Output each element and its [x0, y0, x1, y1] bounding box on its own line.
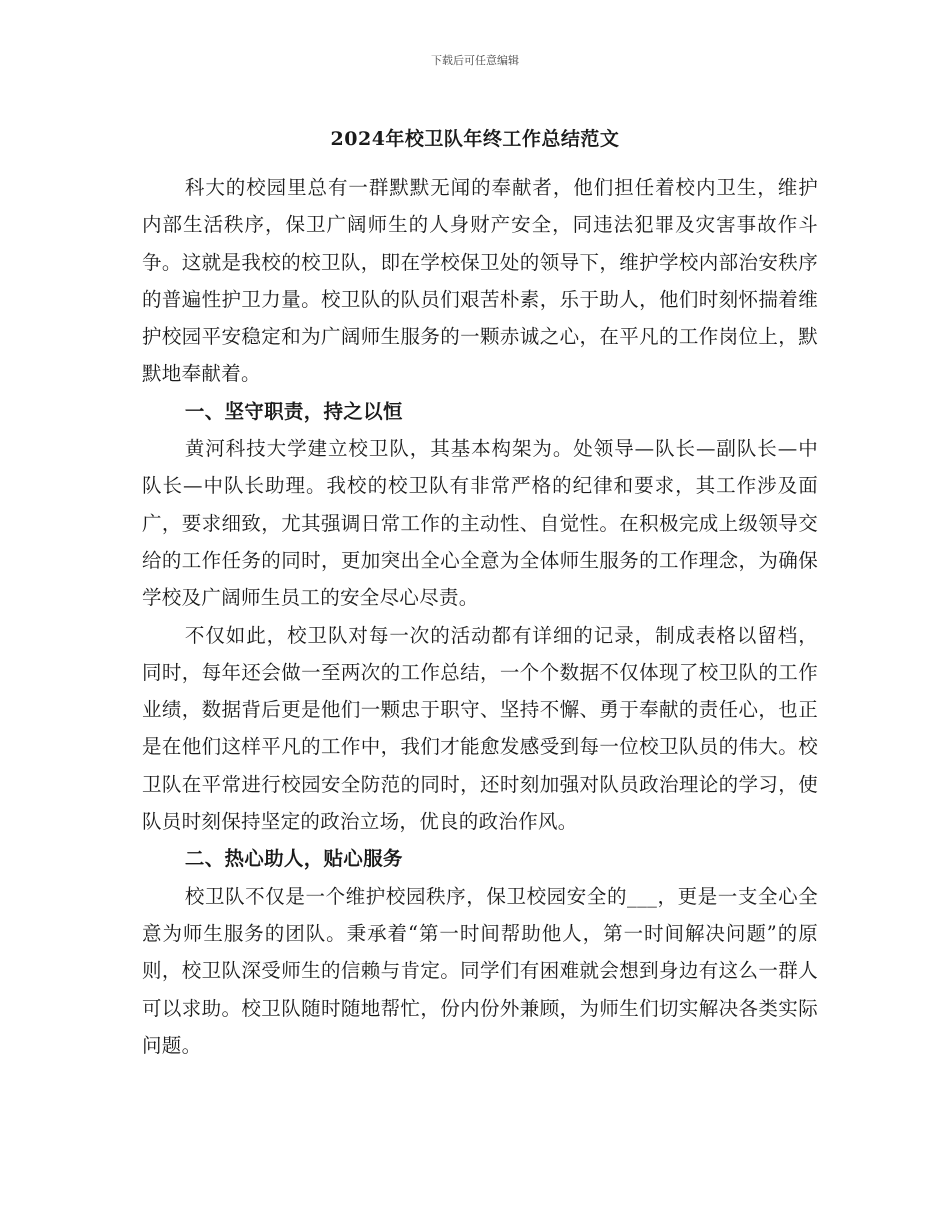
- paragraph-intro: 科大的校园里总有一群默默无闻的奉献者，他们担任着校内卫生，维护内部生活秩序，保卫广阔师生的人身财产安全，同违法犯罪及灾害事故作斗争。这就是我校的校卫队，即在学校保卫处的领导下，维护学校内部治安秩序的普遍性护卫力量。校卫队的队员们艰苦朴素，乐于助人，他们时刻怀揣着维护校园平安稳定和为广阔师生服务的一颗赤诚之心，在平凡的工作岗位上，默默地奉献着。: [142, 176, 818, 386]
- document-body: [142, 169, 818, 1064]
- section-heading-1: 一、坚守职责，持之以恒: [184, 399, 403, 423]
- paragraph-records: 不仅如此，校卫队对每一次的活动都有详细的记录，制成表格以留档，同时，每年还会做一至两次的工作总结，一个个数据不仅体现了校卫队的工作业绩，数据背后更是他们一颗忠于职守、坚持不懈、勇于奉献的责任心，也正是在他们这样平凡的工作中，我们才能愈发感受到每一位校卫队员的伟大。校卫队在平常进行校园安全防范的同时，还时刻加强对队员政治理论的学习，使队员时刻保持坚定的政治立场，优良的政治作风。: [142, 623, 818, 834]
- header-note: 下载后可任意编辑: [431, 54, 519, 67]
- document-title: 2024年校卫队年终工作总结范文: [330, 128, 620, 150]
- paragraph-service: 校卫队不仅是一个维护校园秩序，保卫校园安全的___，更是一支全心全意为师生服务的团队。秉承着“第一时间帮助他人，第一时间解决问题”的原则，校卫队深受师生的信赖与肯定。同学们有困难就会想到身边有这么一群人可以求助。校卫队随时随地帮忙，份内份外兼顾，为师生们切实解决各类实际问题。: [142, 884, 818, 1057]
- paragraph-structure: 黄河科技大学建立校卫队，其基本构架为。处领导—队长—副队长—中队长—中队长助理。我校的校卫队有非常严格的纪律和要求，其工作涉及面广，要求细致，尤其强调日常工作的主动性、自觉性。在积极完成上级领导交给的工作任务的同时，更加突出全心全意为全体师生服务的工作理念，为确保学校及广阔师生员工的安全尽心尽责。: [142, 437, 818, 610]
- section-heading-2: 二、热心助人，贴心服务: [184, 847, 403, 871]
